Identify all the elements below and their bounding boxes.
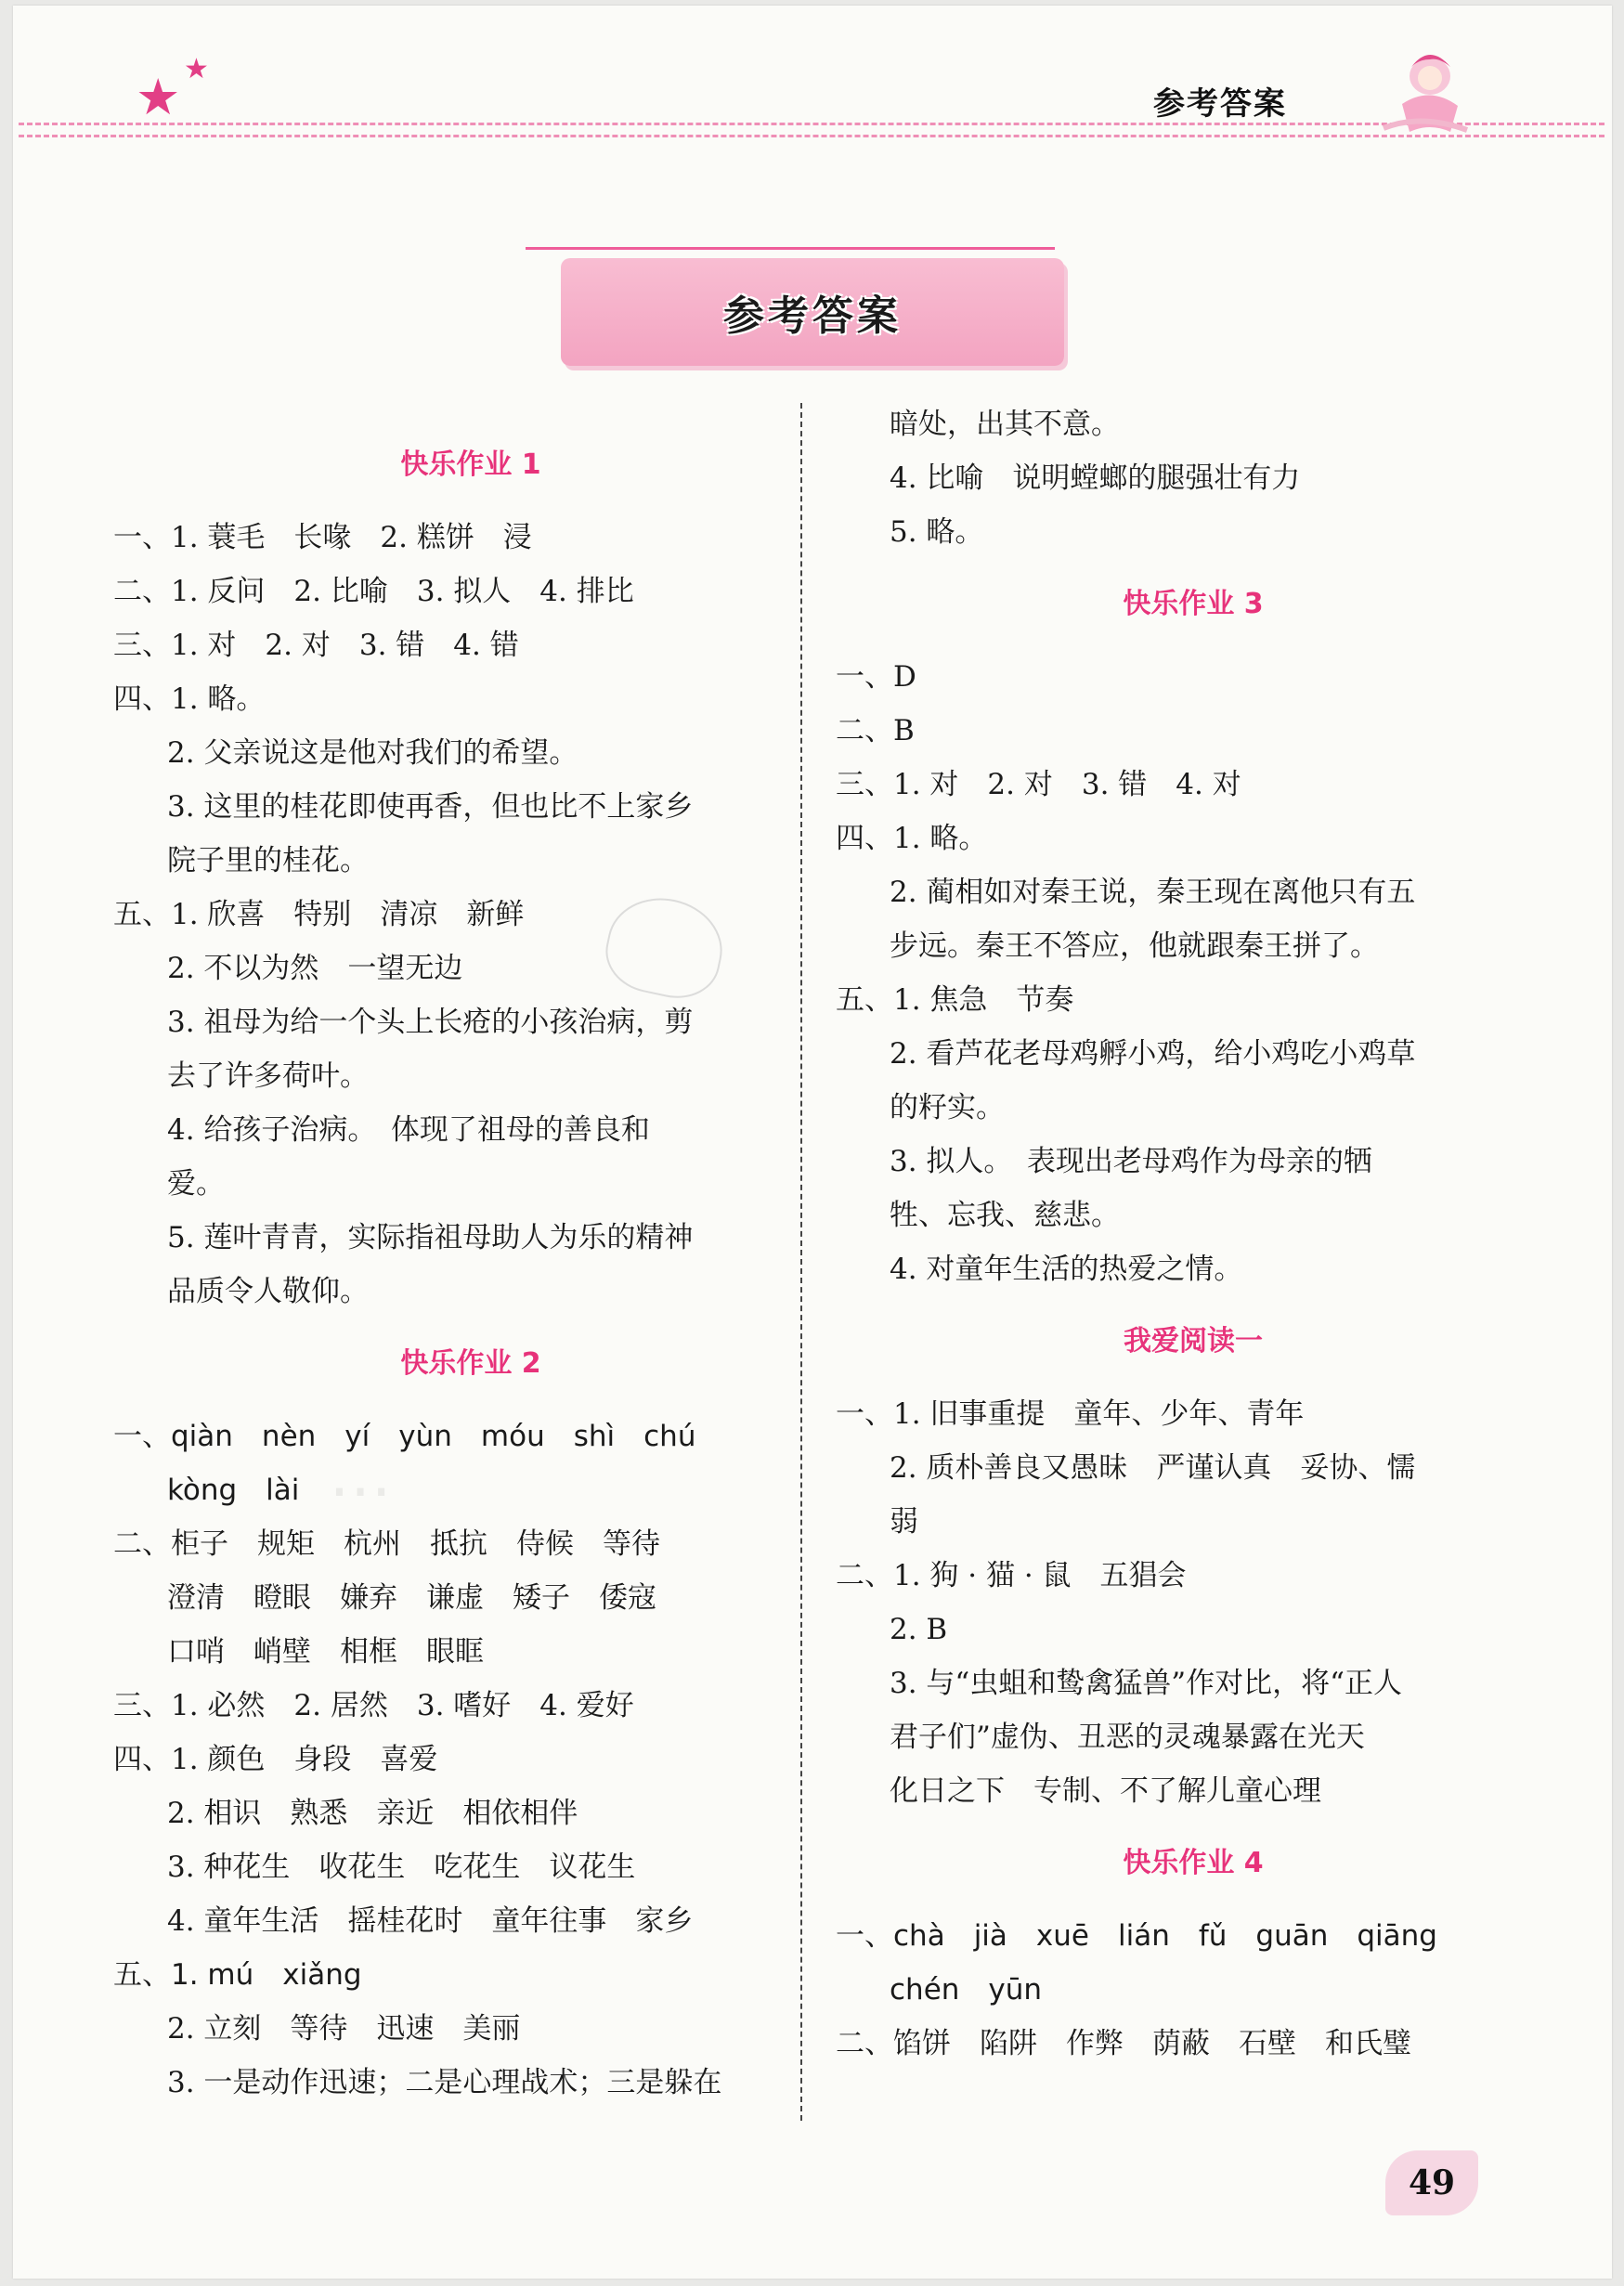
section-heading: 快乐作业 4: [1123, 1847, 1264, 1879]
answer-page: [13, 6, 1612, 2279]
answer-line: 口哨 峭壁 相框 眼眶: [167, 1635, 484, 1669]
title-banner: [561, 258, 1064, 366]
section-heading: 快乐作业 3: [1123, 588, 1264, 620]
answer-line: 弱: [890, 1505, 918, 1539]
answer-line: 3. 种花生 收花生 吃花生 议花生: [167, 1851, 636, 1884]
banner-top-rule: [526, 247, 1055, 250]
answer-line: 一、1. 蓑毛 长喙 2. 糕饼 浸: [113, 521, 532, 554]
answer-line: 品质令人敬仰。: [167, 1275, 369, 1308]
section-heading: 快乐作业 1: [400, 448, 541, 481]
answer-line: 四、1. 颜色 身段 喜爱: [113, 1743, 438, 1776]
answer-line: 二、1. 反问 2. 比喻 3. 拟人 4. 排比: [113, 575, 634, 608]
answer-line: 5. 莲叶青青，实际指祖母助人为乐的精神: [167, 1221, 694, 1254]
watermark-text: ⋯: [329, 1454, 407, 1527]
page-number-badge: [1385, 2150, 1478, 2215]
answer-line: 三、1. 对 2. 对 3. 错 4. 对: [836, 768, 1241, 801]
answer-line: 2. B: [890, 1613, 948, 1646]
left-column: [113, 420, 828, 2110]
section-heading: 快乐作业 2: [400, 1347, 541, 1380]
answer-line: 2. 不以为然 一望无边: [167, 952, 463, 985]
answer-line: 院子里的桂花。: [167, 844, 369, 877]
answer-line: 四、1. 略。: [113, 682, 266, 716]
answer-line: 2. 蔺相如对秦王说，秦王现在离他只有五: [890, 876, 1416, 909]
answer-line: 化日之下 专制、不了解儿童心理: [890, 1774, 1321, 1808]
answer-line: 2. 看芦花老母鸡孵小鸡，给小鸡吃小鸡草: [890, 1037, 1416, 1071]
answer-line: 五、1. 焦急 节奏: [836, 983, 1074, 1017]
page-number: 49: [1408, 2163, 1456, 2202]
answer-line: 4. 比喻 说明螳螂的腿强壮有力: [890, 461, 1301, 495]
answer-line: 二、1. 狗 · 猫 · 鼠 五猖会: [836, 1559, 1187, 1592]
pinyin-line: 五、1. mú xiǎng: [113, 1958, 362, 1992]
big-star-icon: ★: [136, 68, 181, 126]
header-title: 参考答案: [1153, 85, 1287, 123]
fairy-girl-icon: [1365, 39, 1476, 141]
small-star-icon: ★: [184, 53, 209, 85]
answer-line: 步远。秦王不答应，他就跟秦王拼了。: [890, 929, 1379, 963]
answer-line: 5. 略。: [890, 515, 984, 549]
answer-line: 2. 相识 熟悉 亲近 相依相伴: [167, 1797, 578, 1830]
answer-line: 一、1. 旧事重提 童年、少年、青年: [836, 1397, 1305, 1431]
answer-line: 二、馅饼 陷阱 作弊 荫蔽 石壁 和氏璧: [836, 2027, 1411, 2060]
banner-title: 参考答案: [723, 292, 902, 340]
answer-line: 澄清 瞪眼 嫌弃 谦虚 矮子 倭寇: [167, 1581, 656, 1615]
answer-line: 3. 拟人。 表现出老母鸡作为母亲的牺: [890, 1145, 1372, 1178]
answer-line: 四、1. 略。: [836, 822, 988, 855]
answer-line: 三、1. 必然 2. 居然 3. 嗜好 4. 爱好: [113, 1689, 634, 1722]
right-column: [836, 397, 1551, 2071]
answer-line: 2. 质朴善良又愚昧 严谨认真 妥协、懦: [890, 1451, 1416, 1485]
answer-line: 3. 与“虫蛆和鸷禽猛兽”作对比，将“正人: [890, 1667, 1402, 1700]
answer-line: 一、D: [836, 660, 916, 694]
pinyin-line: kòng lài: [167, 1474, 300, 1507]
pinyin-line: 一、chà jià xuē lián fǔ guān qiāng: [836, 1919, 1437, 1953]
answer-line: 二、B: [836, 714, 915, 747]
answer-line: 爱。: [167, 1167, 225, 1201]
answer-line: 牲、忘我、慈悲。: [890, 1199, 1120, 1232]
answer-line: 二、柜子 规矩 杭州 抵抗 侍候 等待: [113, 1527, 660, 1561]
answer-line: 4. 童年生活 摇桂花时 童年往事 家乡: [167, 1904, 694, 1938]
section-heading: 我爱阅读一: [1124, 1325, 1263, 1357]
answer-line: 3. 一是动作迅速；二是心理战术；三是躲在: [167, 2066, 722, 2099]
answer-line: 4. 对童年生活的热爱之情。: [890, 1253, 1243, 1286]
answer-line: 的籽实。: [890, 1091, 1005, 1124]
answer-line: 君子们”虚伪、丑恶的灵魂暴露在光天: [890, 1721, 1365, 1754]
answer-line: 五、1. 欣喜 特别 清凉 新鲜: [113, 898, 525, 931]
pinyin-line: chén yūn: [890, 1973, 1043, 2007]
answer-line: 2. 父亲说这是他对我们的希望。: [167, 736, 578, 770]
answer-line: 去了许多荷叶。: [167, 1059, 369, 1093]
answer-line: 三、1. 对 2. 对 3. 错 4. 错: [113, 629, 519, 662]
answer-line: 3. 祖母为给一个头上长疮的小孩治病，剪: [167, 1006, 694, 1039]
answer-line: 4. 给孩子治病。 体现了祖母的善良和: [167, 1113, 650, 1147]
answer-line: 3. 这里的桂花即使再香，但也比不上家乡: [167, 790, 694, 824]
answer-line: 暗处，出其不意。: [890, 408, 1120, 441]
answer-line: 2. 立刻 等待 迅速 美丽: [167, 2012, 521, 2046]
pinyin-line: 一、qiàn nèn yí yùn móu shì chú: [113, 1420, 696, 1453]
